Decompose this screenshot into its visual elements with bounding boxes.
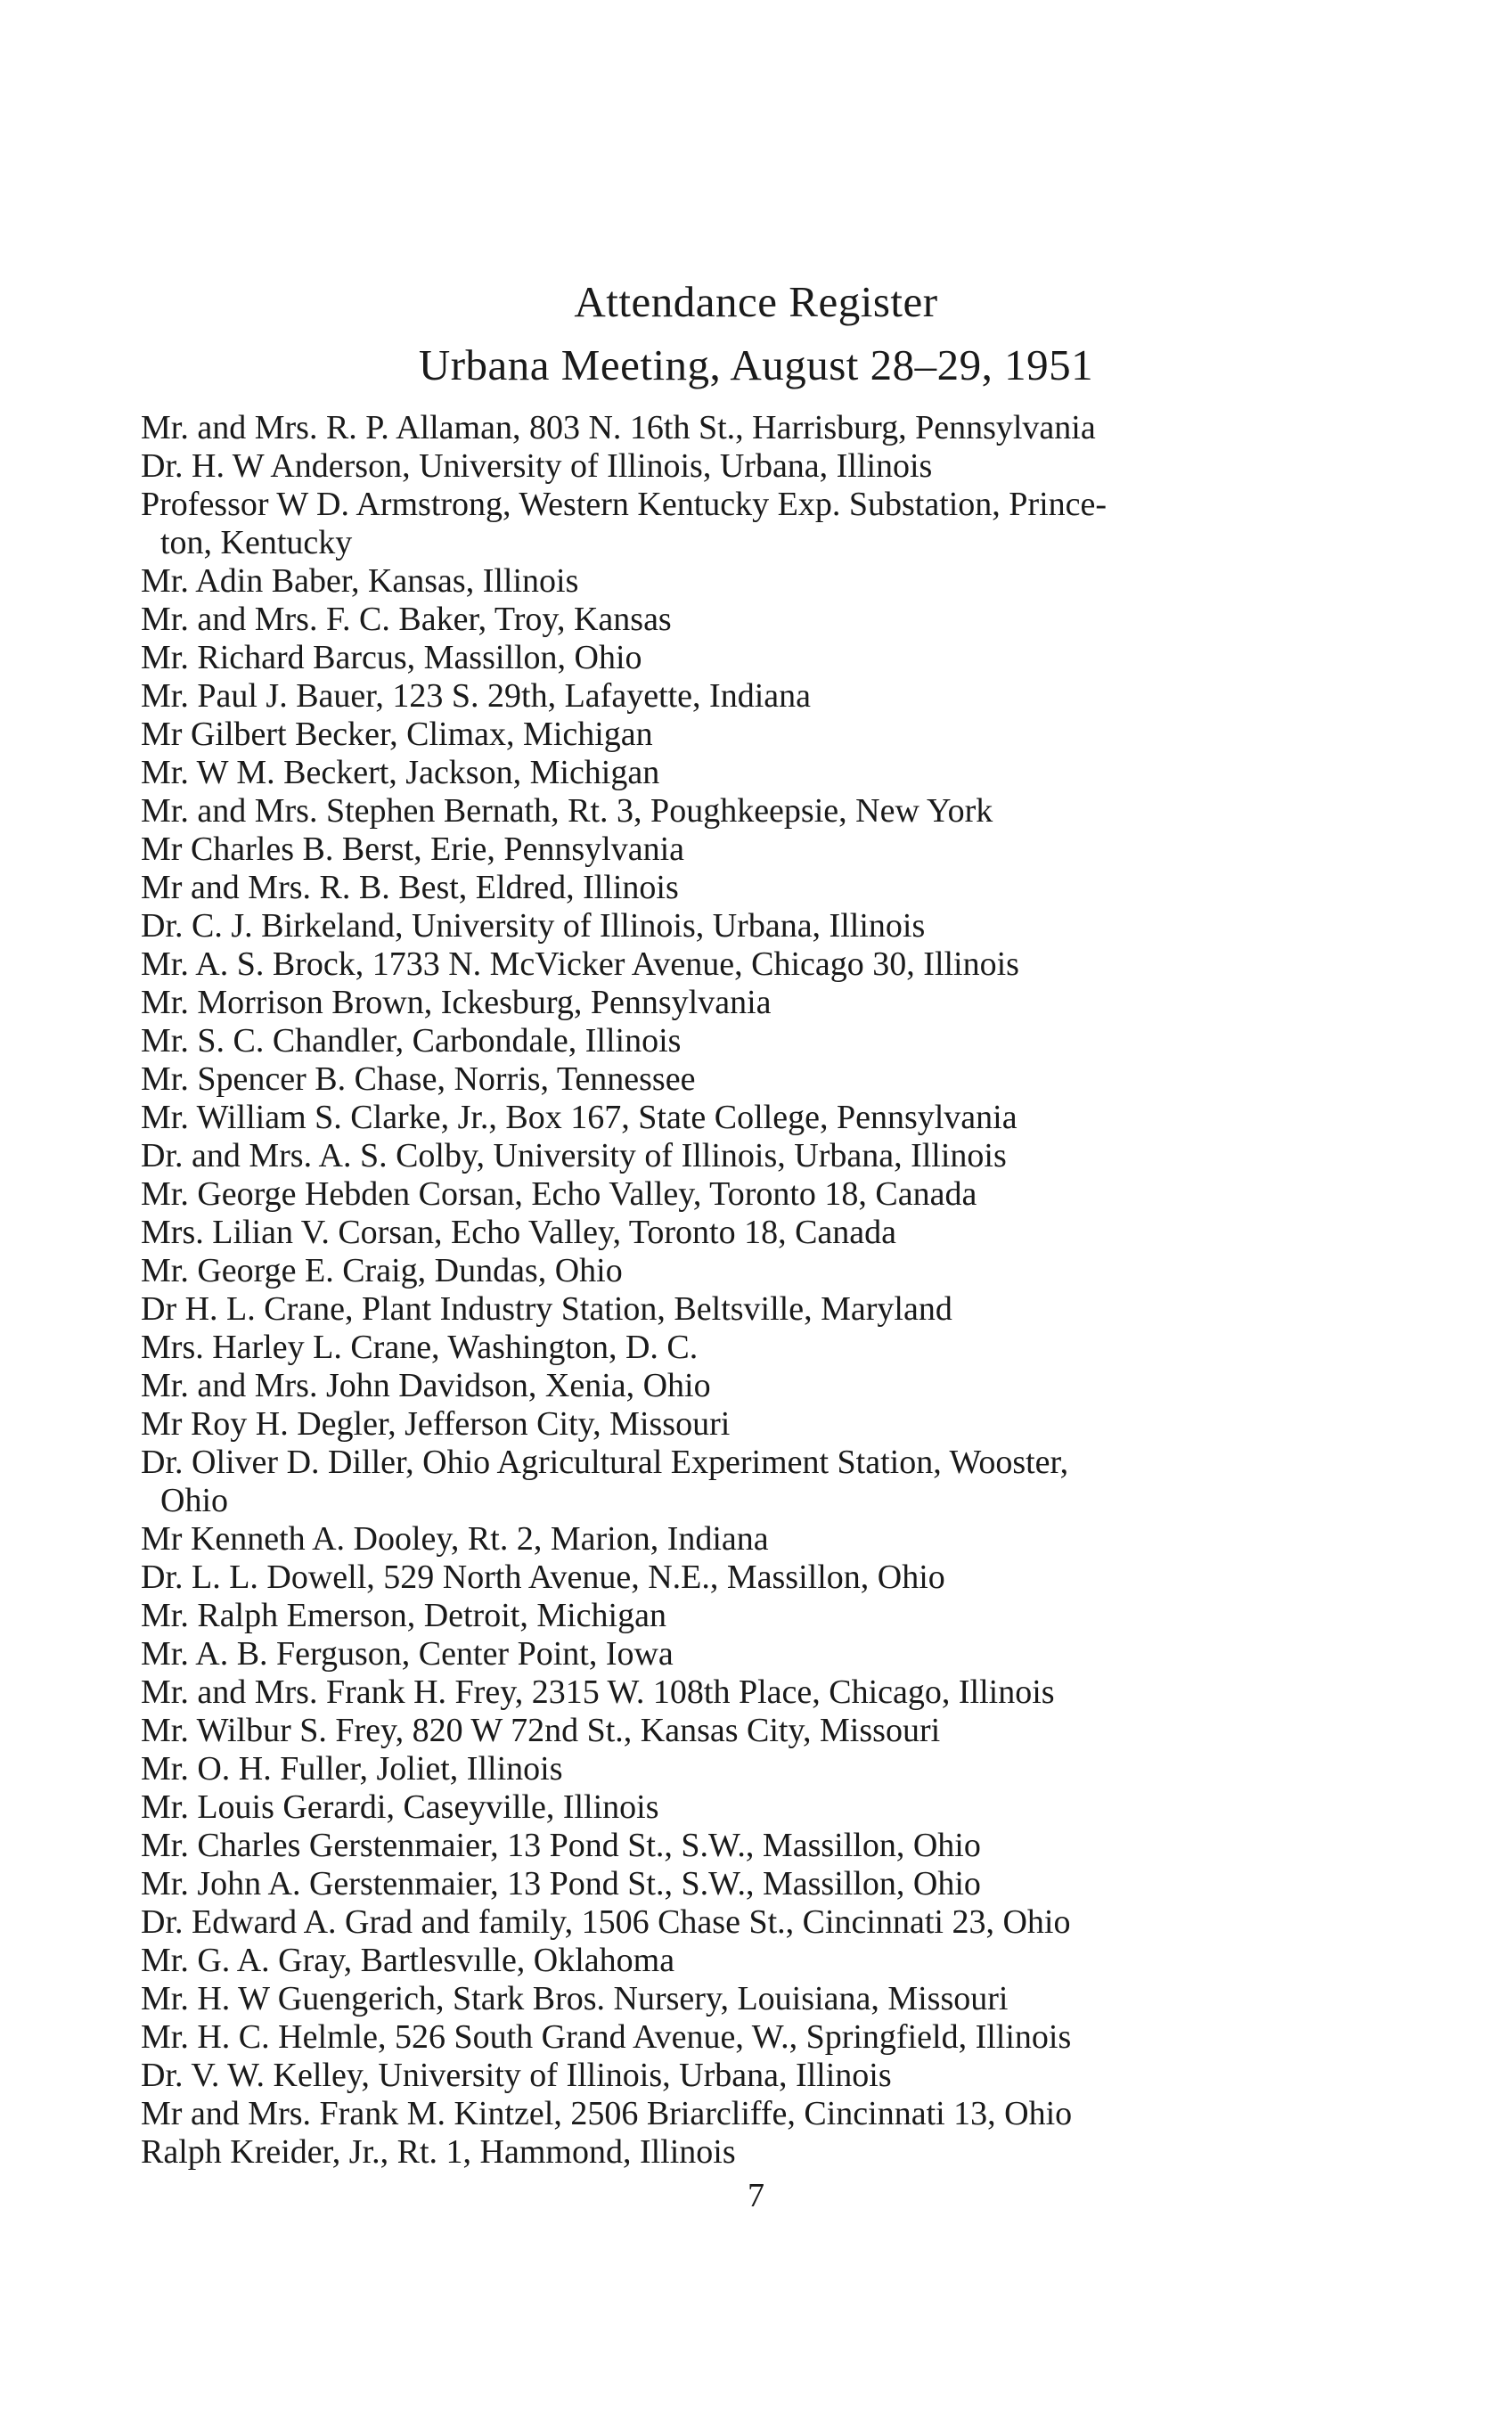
- attendee-entry-text: Mr Roy H. Degler, Jefferson City, Missouri: [141, 1405, 731, 1443]
- attendee-entry-text: Mr. Charles Gerstenmaier, 13 Pond St., S.W., Massillon, Ohio: [141, 1827, 981, 1864]
- attendee-entry-text: Mr. George Hebden Corsan, Echo Valley, Toronto 18, Canada: [141, 1175, 977, 1213]
- attendee-entry: [141, 601, 1335, 639]
- attendee-entry-text: Professor W D. Armstrong, Western Kentucky Exp. Substation, Prince-: [141, 486, 1107, 523]
- attendee-entry: [141, 830, 1335, 869]
- attendee-entry: [141, 1865, 1335, 1903]
- attendee-entry-text: Mr. G. A. Gray, Bartlesvılle, Oklahoma: [141, 1942, 675, 1979]
- attendee-entry-text: Mr. Morrison Brown, Ickesburg, Pennsylvania: [141, 984, 772, 1021]
- attendee-entry-text: Mr Charles B. Berst, Erie, Pennsylvania: [141, 830, 685, 868]
- attendee-entry: [141, 2018, 1335, 2057]
- attendee-entry-text: Mr. and Mrs. F. C. Baker, Troy, Kansas: [141, 601, 672, 638]
- attendee-entry: [141, 562, 1335, 601]
- attendee-entry: [141, 1290, 1335, 1329]
- attendee-entry: [141, 1520, 1335, 1559]
- attendee-entry: [141, 2057, 1335, 2095]
- attendee-entry: [141, 1252, 1335, 1290]
- attendee-entry: [141, 1597, 1335, 1635]
- attendee-entry: [141, 1367, 1335, 1405]
- attendee-entry-text: Mr. Spencer B. Chase, Norris, Tennessee: [141, 1060, 696, 1098]
- attendee-entry-text: Mr. and Mrs. R. P. Allaman, 803 N. 16th St., Harrisburg, Pennsylvania: [141, 409, 1096, 446]
- attendee-entry-text: Mr. Paul J. Bauer, 123 S. 29th, Lafayette, Indiana: [141, 677, 811, 715]
- attendee-entry: [141, 486, 1335, 562]
- attendee-entry: [141, 1827, 1335, 1865]
- attendee-entry-text: Mr and Mrs. R. B. Best, Eldred, Illinois: [141, 869, 679, 906]
- attendee-entry-text: Mr. A. S. Brock, 1733 N. McVicker Avenue, Chicago 30, Illinois: [141, 945, 1019, 983]
- attendee-entry-text: Mr. A. B. Ferguson, Center Point, Iowa: [141, 1635, 674, 1673]
- attendee-entry-text: Mr. Richard Barcus, Massillon, Ohio: [141, 639, 642, 676]
- attendee-entry-text: Mr and Mrs. Frank M. Kintzel, 2506 Briarcliffe, Cincinnati 13, Ohio: [141, 2095, 1073, 2132]
- attendee-entry-text: Mrs. Harley L. Crane, Washington, D. C.: [141, 1329, 699, 1366]
- attendee-entry: [141, 1673, 1335, 1712]
- attendee-entry: [141, 1060, 1335, 1099]
- attendee-entry-text: Dr. L. L. Dowell, 529 North Avenue, N.E., Massillon, Ohio: [141, 1559, 945, 1596]
- page-subtitle: Urbana Meeting, August 28–29, 1951: [418, 340, 1094, 389]
- attendee-entry: [141, 984, 1335, 1022]
- attendee-entry-text: Mr. Ralph Emerson, Detroit, Michigan: [141, 1597, 666, 1634]
- attendee-entry: [141, 2095, 1335, 2133]
- attendee-entry: [141, 792, 1335, 830]
- attendee-entry-text: Ralph Kreider, Jr., Rt. 1, Hammond, Illinois: [141, 2133, 736, 2171]
- attendee-entry-text: Dr. H. W Anderson, University of Illinois, Urbana, Illinois: [141, 447, 933, 485]
- attendee-entry-text: Mr. W M. Beckert, Jackson, Michigan: [141, 754, 660, 791]
- attendee-entry: [141, 1444, 1335, 1520]
- attendee-entry: [141, 1712, 1335, 1750]
- attendee-entry-continuation: ton, Kentucky: [160, 524, 353, 561]
- attendee-entry: [141, 1750, 1335, 1788]
- attendee-entry-text: Mr. Louis Gerardi, Caseyville, Illinois: [141, 1788, 659, 1826]
- attendee-entry: [141, 907, 1335, 945]
- attendee-entry: [141, 1329, 1335, 1367]
- attendee-entry: [141, 2133, 1335, 2172]
- attendee-entry-text: Mr. S. C. Chandler, Carbondale, Illinois: [141, 1022, 682, 1060]
- attendee-entry-text: Mr Kenneth A. Dooley, Rt. 2, Marion, Indiana: [141, 1520, 769, 1558]
- attendee-entry-text: Mr. and Mrs. Frank H. Frey, 2315 W. 108th Place, Chicago, Illinois: [141, 1673, 1055, 1711]
- attendee-entry-text: Mr. O. H. Fuller, Joliet, Illinois: [141, 1750, 563, 1788]
- attendee-entry: [141, 1137, 1335, 1175]
- attendee-entry: [141, 754, 1335, 792]
- attendee-entry-text: Dr. V. W. Kelley, University of Illinois, Urbana, Illinois: [141, 2057, 892, 2094]
- attendee-entry: [141, 1635, 1335, 1673]
- attendee-entry: [141, 1022, 1335, 1060]
- attendee-entry-text: Mr Gilbert Becker, Climax, Michigan: [141, 716, 653, 753]
- attendee-entry: [141, 1942, 1335, 1980]
- attendee-entry: [141, 639, 1335, 677]
- attendee-entry-text: Dr. Oliver D. Diller, Ohio Agricultural Experiment Station, Wooster,: [141, 1444, 1069, 1481]
- attendee-entry-text: Mr. George E. Craig, Dundas, Ohio: [141, 1252, 623, 1289]
- attendee-entry: [141, 1405, 1335, 1444]
- attendee-entry-text: Mr. Wilbur S. Frey, 820 W 72nd St., Kansas City, Missouri: [141, 1712, 941, 1749]
- attendee-entry-text: Dr H. L. Crane, Plant Industry Station, Beltsville, Maryland: [141, 1290, 952, 1328]
- attendee-entry-text: Mr. John A. Gerstenmaier, 13 Pond St., S.W., Massillon, Ohio: [141, 1865, 981, 1902]
- attendee-entry: [141, 447, 1335, 486]
- attendee-entry: [141, 1980, 1335, 2018]
- attendee-entry: [141, 677, 1335, 716]
- attendee-entry-text: Dr. Edward A. Grad and family, 1506 Chase St., Cincinnati 23, Ohio: [141, 1903, 1071, 1941]
- page-title: Attendance Register: [574, 277, 938, 326]
- attendee-list: [141, 409, 1335, 2172]
- page-number: 7: [748, 2177, 764, 2214]
- attendee-entry-text: Mr. H. W Guengerich, Stark Bros. Nursery, Louisiana, Missouri: [141, 1980, 1009, 2017]
- attendee-entry-text: Mr. H. C. Helmle, 526 South Grand Avenue, W., Springfield, Illinois: [141, 2018, 1072, 2056]
- attendee-entry: [141, 1903, 1335, 1942]
- attendee-entry: [141, 1559, 1335, 1597]
- attendee-entry: [141, 409, 1335, 447]
- attendee-entry-text: Mr. and Mrs. John Davidson, Xenia, Ohio: [141, 1367, 711, 1404]
- attendee-entry: [141, 1099, 1335, 1137]
- attendee-entry: [141, 1214, 1335, 1252]
- attendee-entry: [141, 1175, 1335, 1214]
- attendee-entry-text: Mr. and Mrs. Stephen Bernath, Rt. 3, Poughkeepsie, New York: [141, 792, 993, 830]
- attendee-entry-text: Dr. C. J. Birkeland, University of Illinois, Urbana, Illinois: [141, 907, 926, 945]
- attendee-entry-text: Mr. Adin Baber, Kansas, Illinois: [141, 562, 579, 600]
- attendee-entry: [141, 945, 1335, 984]
- attendee-entry-text: Dr. and Mrs. A. S. Colby, University of Illinois, Urbana, Illinois: [141, 1137, 1007, 1174]
- attendee-entry: [141, 869, 1335, 907]
- attendee-entry-text: Mrs. Lilian V. Corsan, Echo Valley, Toronto 18, Canada: [141, 1214, 897, 1251]
- attendee-entry: [141, 716, 1335, 754]
- attendee-entry: [141, 1788, 1335, 1827]
- attendee-entry-continuation: Ohio: [160, 1482, 228, 1519]
- attendee-entry-text: Mr. William S. Clarke, Jr., Box 167, State College, Pennsylvania: [141, 1099, 1018, 1136]
